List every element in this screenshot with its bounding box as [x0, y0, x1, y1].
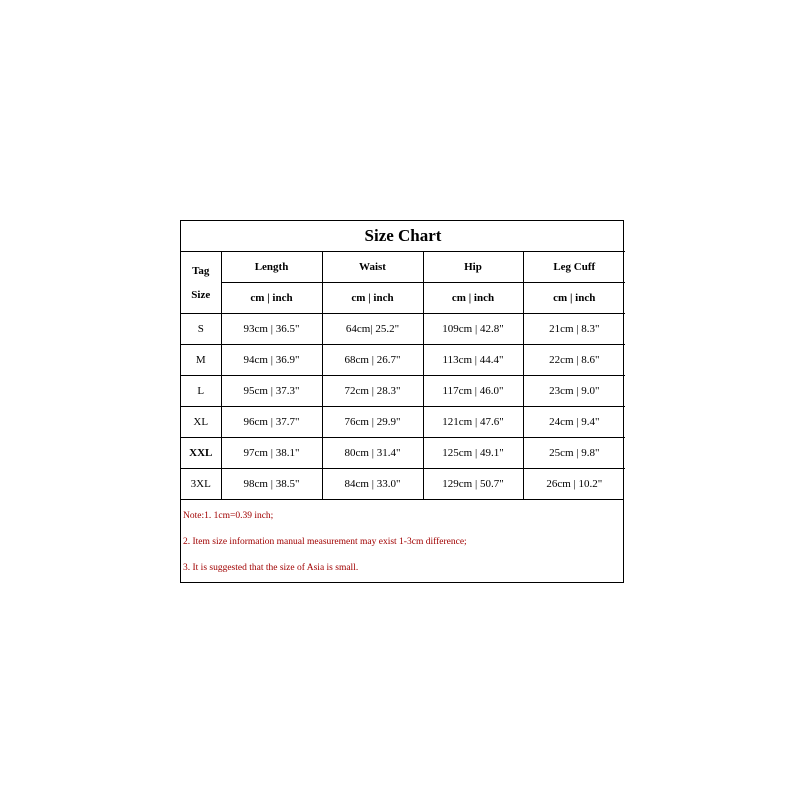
length-cell: 93cm | 36.5" [221, 314, 322, 345]
table-row [181, 345, 625, 376]
chart-title: Size Chart [181, 221, 625, 252]
length-cell: 95cm | 37.3" [221, 376, 322, 407]
size-chart [180, 220, 624, 583]
table-row [181, 376, 625, 407]
waist-cell: 84cm | 33.0" [322, 469, 423, 500]
length-cell: 94cm | 36.9" [221, 345, 322, 376]
unit-header-leg-cuff: cm | inch [523, 283, 625, 314]
leg-cuff-cell: 23cm | 9.0" [523, 376, 625, 407]
tag-size-header [181, 252, 221, 314]
note-item: Note:1. 1cm=0.39 inch; [183, 511, 274, 521]
waist-cell: 64cm| 25.2" [322, 314, 423, 345]
length-cell: 97cm | 38.1" [221, 438, 322, 469]
length-cell: 98cm | 38.5" [221, 469, 322, 500]
length-cell: 96cm | 37.7" [221, 407, 322, 438]
leg-cuff-cell: 22cm | 8.6" [523, 345, 625, 376]
column-header-hip: Hip [423, 252, 523, 283]
table-row [181, 407, 625, 438]
leg-cuff-cell: 21cm | 8.3" [523, 314, 625, 345]
size-label: Size [191, 288, 211, 301]
hip-cell: 129cm | 50.7" [423, 469, 523, 500]
table-row [181, 314, 625, 345]
table-row [181, 438, 625, 469]
hip-cell: 117cm | 46.0" [423, 376, 523, 407]
leg-cuff-cell: 24cm | 9.4" [523, 407, 625, 438]
waist-cell: 76cm | 29.9" [322, 407, 423, 438]
hip-cell: 109cm | 42.8" [423, 314, 523, 345]
unit-header-hip: cm | inch [423, 283, 523, 314]
hip-cell: 113cm | 44.4" [423, 345, 523, 376]
table-row [181, 469, 625, 500]
size-cell: XL [181, 407, 221, 438]
unit-header-length: cm | inch [221, 283, 322, 314]
leg-cuff-cell: 26cm | 10.2" [523, 469, 625, 500]
column-header-waist: Waist [322, 252, 423, 283]
note-item: 3. It is suggested that the size of Asia is small. [183, 563, 359, 573]
size-cell: XXL [181, 438, 221, 469]
waist-cell: 68cm | 26.7" [322, 345, 423, 376]
size-cell: S [181, 314, 221, 345]
size-cell: M [181, 345, 221, 376]
size-table [181, 221, 625, 499]
waist-cell: 72cm | 28.3" [322, 376, 423, 407]
column-header-leg-cuff: Leg Cuff [523, 252, 625, 283]
hip-cell: 125cm | 49.1" [423, 438, 523, 469]
leg-cuff-cell: 25cm | 9.8" [523, 438, 625, 469]
tag-label: Tag [192, 264, 210, 277]
unit-header-waist: cm | inch [322, 283, 423, 314]
column-header-length: Length [221, 252, 322, 283]
size-cell: L [181, 376, 221, 407]
size-cell: 3XL [181, 469, 221, 500]
note-item: 2. Item size information manual measurement may exist 1-3cm difference; [183, 537, 467, 547]
hip-cell: 121cm | 47.6" [423, 407, 523, 438]
waist-cell: 80cm | 31.4" [322, 438, 423, 469]
notes-section [181, 499, 623, 586]
